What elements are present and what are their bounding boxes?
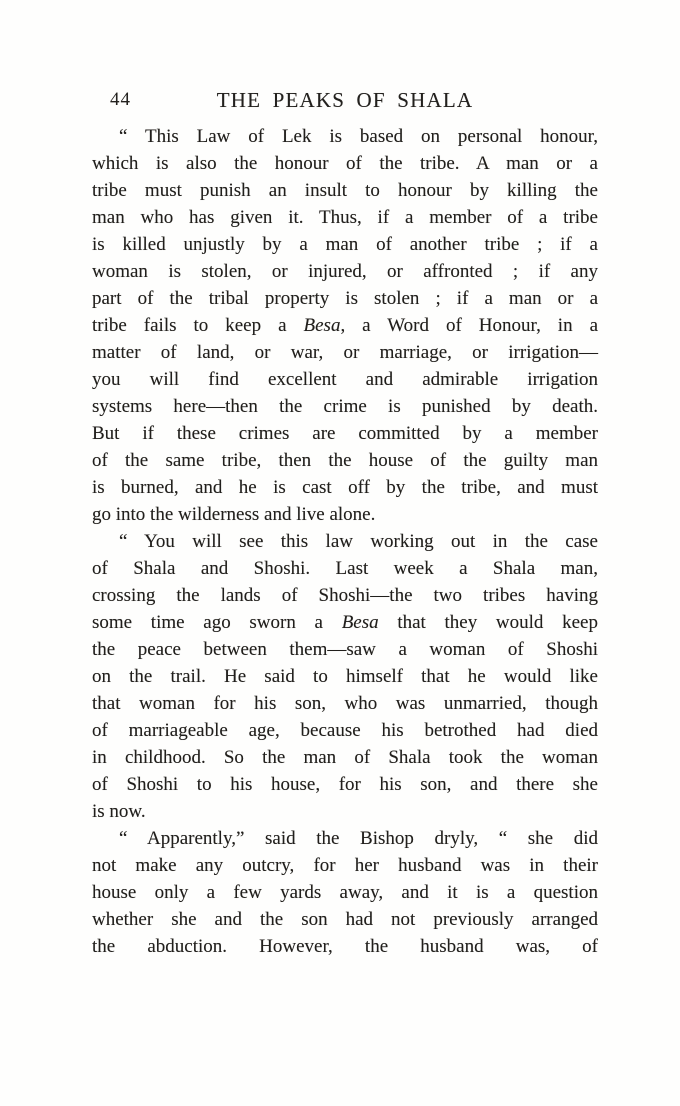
text-line	[92, 312, 598, 339]
running-title: THE PEAKS OF SHALA	[216, 88, 474, 112]
text-line	[92, 582, 598, 609]
paragraph	[92, 825, 598, 960]
line-text: systems here—then the crime is punished by death.	[92, 396, 598, 417]
text-line	[92, 447, 598, 474]
text-line	[92, 636, 598, 663]
text-line	[92, 474, 598, 501]
paragraph	[92, 123, 598, 528]
line-text: which is also the honour of the tribe. A man or a	[92, 153, 598, 174]
text-line	[92, 123, 598, 150]
line-text: whether she and the son had not previously arranged	[92, 909, 598, 930]
text-line	[92, 339, 598, 366]
line-text: “ This Law of Lek is based on personal honour,	[119, 126, 598, 147]
text-line	[92, 717, 598, 744]
italic-term: Besa	[341, 612, 379, 633]
text-line	[92, 744, 598, 771]
text-line	[92, 231, 598, 258]
line-text: some time ago sworn a	[92, 612, 342, 633]
text-line	[92, 663, 598, 690]
text-line	[92, 501, 598, 528]
text-line	[92, 609, 598, 636]
text-line	[92, 879, 598, 906]
text-line	[92, 150, 598, 177]
line-text: you will find excellent and admirable irrigation	[92, 369, 598, 390]
line-text: the abduction. However, the husband was, of	[92, 936, 598, 957]
line-text: woman is stolen, or injured, or affronted ; if any	[92, 261, 598, 282]
text-line	[92, 933, 598, 960]
text-line	[92, 771, 598, 798]
line-text: of Shala and Shoshi. Last week a Shala man,	[92, 558, 598, 579]
line-text: crossing the lands of Shoshi—the two tribes having	[92, 585, 598, 606]
line-text: is burned, and he is cast off by the tribe, and must	[92, 477, 598, 498]
line-text: on the trail. He said to himself that he would like	[92, 666, 598, 687]
text-line	[92, 690, 598, 717]
line-text: not make any outcry, for her husband was in their	[92, 855, 598, 876]
text-line	[92, 825, 598, 852]
line-text: of the same tribe, then the house of the guilty man	[92, 450, 598, 471]
line-text: “ You will see this law working out in the case	[119, 531, 598, 552]
line-text: go into the wilderness and live alone.	[92, 504, 376, 525]
line-text: is now.	[92, 801, 146, 822]
line-text: that they would keep	[378, 612, 598, 633]
line-text: man who has given it. Thus, if a member of a tribe	[92, 207, 598, 228]
text-line	[92, 906, 598, 933]
line-text: “ Apparently,” said the Bishop dryly, “ she did	[119, 828, 598, 849]
line-text: in childhood. So the man of Shala took the woman	[92, 747, 598, 768]
line-text: that woman for his son, who was unmarried, though	[92, 693, 598, 714]
line-text: of marriageable age, because his betrothed had died	[92, 720, 598, 741]
line-text: tribe must punish an insult to honour by killing the	[92, 180, 598, 201]
page-number: 44	[110, 89, 131, 110]
text-line	[92, 555, 598, 582]
line-text: matter of land, or war, or marriage, or irrigation—	[92, 342, 598, 363]
paragraph	[92, 528, 598, 825]
text-line	[92, 852, 598, 879]
text-line	[92, 204, 598, 231]
line-text: part of the tribal property is stolen ; if a man or a	[92, 288, 598, 309]
page-body	[92, 123, 598, 960]
line-text: the peace between them—saw a woman of Shoshi	[92, 639, 598, 660]
text-line	[92, 528, 598, 555]
text-line	[92, 798, 598, 825]
line-text: house only a few yards away, and it is a question	[92, 882, 598, 903]
text-line	[92, 285, 598, 312]
italic-term: Besa	[303, 315, 341, 336]
page-header	[92, 88, 598, 112]
line-text: of Shoshi to his house, for his son, and there she	[92, 774, 598, 795]
line-text: But if these crimes are committed by a member	[92, 423, 598, 444]
text-line	[92, 258, 598, 285]
line-text: , a Word of Honour, in a	[340, 315, 598, 336]
text-line	[92, 366, 598, 393]
line-text: is killed unjustly by a man of another tribe ; if a	[92, 234, 598, 255]
text-line	[92, 393, 598, 420]
line-text: tribe fails to keep a	[92, 315, 304, 336]
text-line	[92, 177, 598, 204]
text-line	[92, 420, 598, 447]
